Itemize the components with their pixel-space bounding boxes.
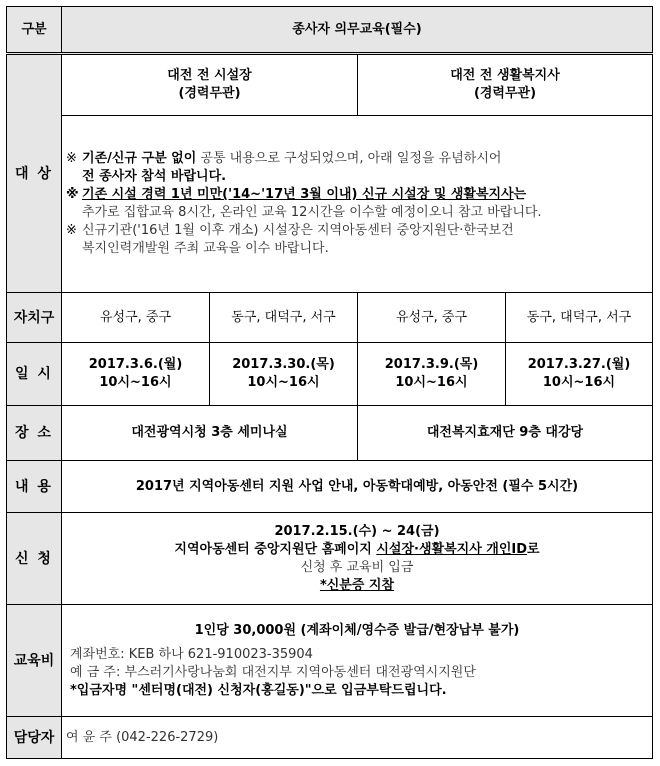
target-label: 대 상 <box>7 54 62 293</box>
schedule-label: 일 시 <box>7 343 62 406</box>
district-1: 유성구, 중구 <box>62 293 210 343</box>
fee-label: 교육비 <box>7 605 62 717</box>
fee-details <box>62 605 653 717</box>
apply-payment-note: 신청 후 교육비 입금 <box>300 559 414 575</box>
schedule-2-date: 2017.3.30.(목) <box>232 357 335 372</box>
districts-label: 자치구 <box>7 293 62 343</box>
fee-notice: *입금자명 "센터명(대전) 신청자(홍길동)"으로 입금부탁드립니다. <box>70 682 447 698</box>
note-2-mark: ※ <box>66 187 79 202</box>
apply-method-post: 로 <box>527 541 540 557</box>
target-social-workers <box>358 54 653 116</box>
schedule-4-time: 10시~16시 <box>542 375 616 390</box>
fee-holder: 예 금 주: 부스러기사랑나눔회 대전지부 지역아동센터 대전광역시지원단 <box>70 664 476 680</box>
note-2-line2: 추가로 집합교육 8시간, 온라인 교육 12시간을 이수할 예정이오니 참고 바랍니다. <box>82 205 542 220</box>
contact-label: 담당자 <box>7 717 62 759</box>
education-notice-table <box>6 6 653 759</box>
note-3-text: 신규기관('16년 1월 이후 개소) 시설장은 지역아동센터 중앙지원단·한국보건 <box>82 223 514 238</box>
schedule-1 <box>62 343 210 406</box>
apply-period: 2017.2.15.(수) ~ 24(금) <box>274 523 440 539</box>
target-directors-title: 대전 전 시설장 <box>167 68 252 83</box>
schedule-4-date: 2017.3.27.(월) <box>527 357 631 372</box>
place-left: 대전광역시청 3층 세미나실 <box>62 406 358 461</box>
target-workers-sub: (경력무관) <box>473 86 537 101</box>
place-right: 대전복지효재단 9층 대강당 <box>358 406 653 461</box>
contact-text: 여 윤 주 (042-226-2729) <box>62 717 653 759</box>
schedule-3 <box>358 343 506 406</box>
district-4: 동구, 대덕구, 서구 <box>506 293 653 343</box>
target-directors-sub: (경력무관) <box>178 86 241 101</box>
note-1-line2: 전 종사자 참석 바랍니다. <box>82 169 227 184</box>
note-1 <box>66 150 648 186</box>
place-label: 장 소 <box>7 406 62 461</box>
schedule-3-time: 10시~16시 <box>395 375 468 390</box>
district-2: 동구, 대덕구, 서구 <box>210 293 358 343</box>
schedule-2-time: 10시~16시 <box>247 375 320 390</box>
note-1-mark: ※ <box>66 151 77 166</box>
target-notes <box>62 116 653 293</box>
note-3-mark: ※ <box>66 223 77 238</box>
apply-method-pre: 지역아동센터 중앙지원단 홈페이지 <box>174 541 377 557</box>
schedule-3-date: 2017.3.9.(목) <box>384 357 479 372</box>
note-1-rest: 공통 내용으로 구성되었으며, 아래 일정을 유념하시어 <box>196 151 502 166</box>
apply-method-bold: 시설장·생활복지사 개인ID <box>376 541 528 557</box>
note-1-bold: 기존/신규 구분 없이 <box>82 151 197 166</box>
schedule-2 <box>210 343 358 406</box>
note-3-line2: 복지인력개발원 주최 교육을 이수 바랍니다. <box>82 241 329 256</box>
target-directors <box>62 54 358 116</box>
note-2-bold: 기존 시설 경력 1년 미만('14~'17년 3월 이내) 신규 시설장 및 생활복지사 <box>82 187 514 202</box>
note-2 <box>66 186 648 222</box>
header-title: 종사자 의무교육(필수) <box>62 7 653 54</box>
content-label: 내 용 <box>7 461 62 513</box>
schedule-4 <box>506 343 653 406</box>
schedule-1-date: 2017.3.6.(월) <box>88 357 183 372</box>
header-category: 구분 <box>7 7 62 54</box>
note-2-rest: 는 <box>513 187 527 202</box>
district-3: 유성구, 중구 <box>358 293 506 343</box>
target-workers-title: 대전 전 생활복지사 <box>450 68 560 83</box>
note-3 <box>66 222 648 258</box>
apply-label: 신 청 <box>7 513 62 605</box>
fee-account: 계좌번호: KEB 하나 621-910023-35904 <box>70 646 313 662</box>
content-text: 2017년 지역아동센터 지원 사업 안내, 아동학대예방, 아동안전 (필수 5시간) <box>62 461 653 513</box>
schedule-1-time: 10시~16시 <box>99 375 172 390</box>
apply-details <box>62 513 653 605</box>
fee-headline: 1인당 30,000원 (계좌이체/영수증 발급/현장납부 불가) <box>194 622 520 638</box>
apply-id-note: *신분증 지참 <box>319 577 395 593</box>
